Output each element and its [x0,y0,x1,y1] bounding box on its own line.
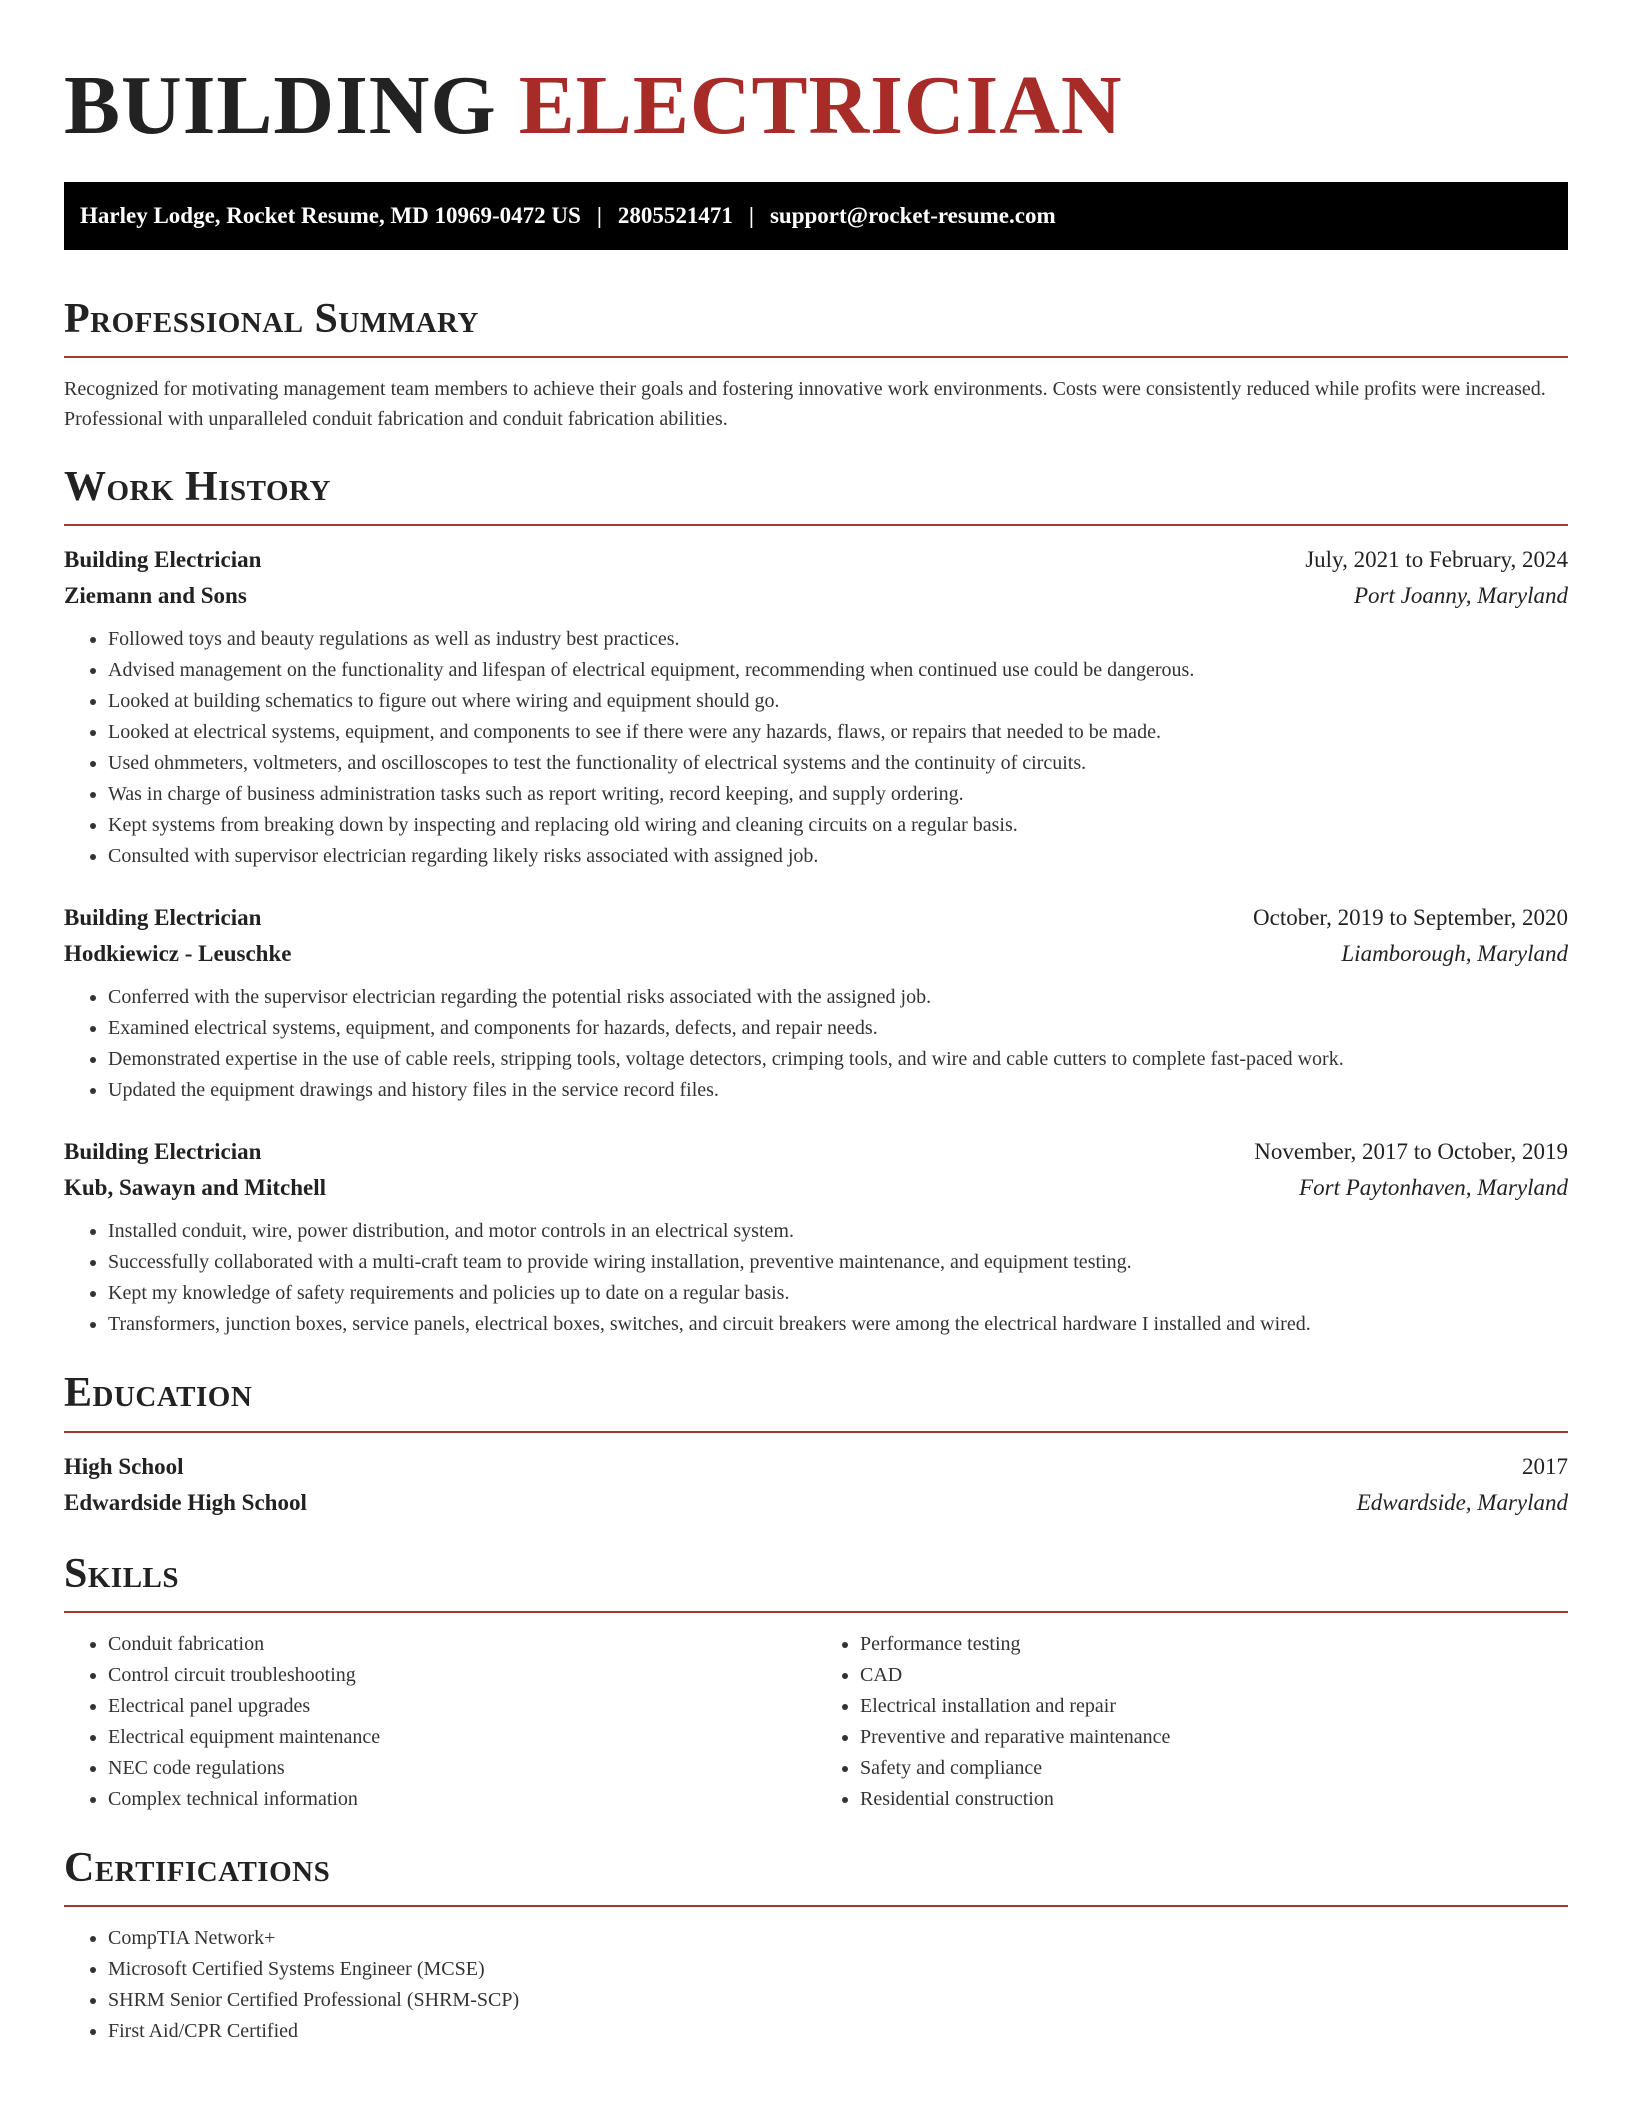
certifications-list [64,1923,1568,2047]
job-title-row [64,900,1568,936]
job-title-row [64,1134,1568,1170]
job-bullet: • Conferred with the supervisor electrician regarding the potential risks associated with the assigned job. [108,982,1568,1013]
job-bullets [64,624,1568,872]
skill-item: • Electrical installation and repair [860,1691,1568,1722]
contact-phone[interactable]: 2805521471 [617,203,733,228]
skill-item: • Electrical panel upgrades [108,1691,816,1722]
job-company-row [64,578,1568,614]
section-divider [64,1431,1568,1433]
job-bullet: • Examined electrical systems, equipment, and components for hazards, defects, and repair needs. [108,1013,1568,1044]
summary-text: Recognized for motivating management team members to achieve their goals and fostering innovative work environments. Costs were consistently reduced while profits were increased. Professional with unparalleled conduit fabrication and conduit fabrication abilities. [64,378,1546,431]
skill-item: • Safety and compliance [860,1753,1568,1784]
certification-item: • SHRM Senior Certified Professional (SHRM-SCP) [108,1985,1568,2016]
job-entry [64,1134,1568,1340]
skills-list-left [64,1629,816,1815]
job-bullet: • Kept systems from breaking down by inspecting and replacing old wiring and cleaning circuits on a regular basis. [108,810,1568,841]
job-dates: October, 2019 to September, 2020 [1253,905,1568,931]
job-bullet: • Used ohmmeters, voltmeters, and oscilloscopes to test the functionality of electrical systems and the continuity of circuits. [108,748,1568,779]
title-part1: BUILDING [64,59,497,152]
job-bullet: • Advised management on the functionality and lifespan of electrical equipment, recommending when continued use could be dangerous. [108,655,1568,686]
job-location: Fort Paytonhaven, Maryland [1299,1175,1568,1201]
skills-heading: Skills [64,1550,180,1597]
job-bullet: • Was in charge of business administration tasks such as report writing, record keeping, and supply ordering. [108,779,1568,810]
job-company: Hodkiewicz - Leuschke [64,941,292,967]
contact-separator: | [596,203,602,228]
job-bullet: • Updated the equipment drawings and history files in the service record files. [108,1075,1568,1106]
skill-item: • Performance testing [860,1629,1568,1660]
job-bullet: • Installed conduit, wire, power distribution, and motor controls in an electrical system. [108,1216,1568,1247]
skill-item: • CAD [860,1660,1568,1691]
education-heading: Education [64,1370,253,1417]
job-bullet: • Followed toys and beauty regulations as well as industry best practices. [108,624,1568,655]
job-bullet: • Successfully collaborated with a multi-craft team to provide wiring installation, preventive maintenance, and equipment testing. [108,1247,1568,1278]
education-school-row [64,1485,1568,1521]
education-degree-row [64,1449,1568,1485]
job-bullet: • Looked at building schematics to figure out where wiring and equipment should go. [108,686,1568,717]
job-company-row [64,936,1568,972]
job-entry [64,542,1568,872]
skill-item: • Residential construction [860,1784,1568,1815]
job-bullet: • Looked at electrical systems, equipment, and components to see if there were any hazards, flaws, or repairs that needed to be made. [108,717,1568,748]
job-bullets [64,1216,1568,1340]
skill-item: • Preventive and reparative maintenance [860,1722,1568,1753]
job-bullet: • Demonstrated expertise in the use of cable reels, stripping tools, voltage detectors, crimping tools, and wire and cable cutters to complete fast-paced work. [108,1044,1568,1075]
job-company: Kub, Sawayn and Mitchell [64,1175,326,1201]
education-degree: High School [64,1453,184,1479]
job-title: Building Electrician [64,547,262,573]
summary-section [64,296,1568,434]
contact-address: Harley Lodge, Rocket Resume, MD 10969-0472 US [80,203,581,228]
job-dates: July, 2021 to February, 2024 [1305,547,1568,573]
certification-item: • Microsoft Certified Systems Engineer (MCSE) [108,1954,1568,1985]
job-bullet: • Transformers, junction boxes, service panels, electrical boxes, switches, and circuit breakers were among the electrical hardware I installed and wired. [108,1309,1568,1340]
skill-item: • NEC code regulations [108,1753,816,1784]
section-divider [64,1611,1568,1613]
resume-title [64,59,1568,152]
skills-section [64,1551,1568,1815]
section-divider [64,1905,1568,1907]
skill-item: • Electrical equipment maintenance [108,1722,816,1753]
contact-separator: | [748,203,754,228]
skill-item: • Control circuit troubleshooting [108,1660,816,1691]
certifications-section [64,1845,1568,2047]
job-bullet: • Kept my knowledge of safety requirements and policies up to date on a regular basis. [108,1278,1568,1309]
work-history-section [64,464,1568,1340]
skills-grid [64,1629,1568,1815]
contact-email[interactable]: support@rocket-resume.com [769,203,1056,228]
job-location: Port Joanny, Maryland [1354,583,1568,609]
education-location: Edwardside, Maryland [1356,1489,1568,1515]
section-divider [64,356,1568,358]
section-divider [64,524,1568,526]
work-history-heading: Work History [64,464,331,511]
skills-list-right [816,1629,1568,1815]
job-entry [64,900,1568,1106]
job-bullet: • Consulted with supervisor electrician regarding likely risks associated with assigned job. [108,841,1568,872]
job-company: Ziemann and Sons [64,583,247,609]
education-year: 2017 [1522,1453,1568,1479]
title-part2: ELECTRICIAN [518,59,1123,152]
certification-item: • CompTIA Network+ [108,1923,1568,1954]
certification-item: • First Aid/CPR Certified [108,2016,1568,2047]
education-section [64,1370,1568,1520]
job-company-row [64,1170,1568,1206]
certifications-heading: Certifications [64,1844,331,1891]
summary-heading: Professional Summary [64,296,479,342]
job-location: Liamborough, Maryland [1341,941,1568,967]
job-title: Building Electrician [64,1139,262,1165]
job-bullets [64,982,1568,1106]
job-dates: November, 2017 to October, 2019 [1254,1139,1568,1165]
contact-bar [64,182,1568,250]
job-title: Building Electrician [64,905,262,931]
education-school: Edwardside High School [64,1489,307,1515]
skill-item: • Complex technical information [108,1784,816,1815]
skill-item: • Conduit fabrication [108,1629,816,1660]
job-title-row [64,542,1568,578]
